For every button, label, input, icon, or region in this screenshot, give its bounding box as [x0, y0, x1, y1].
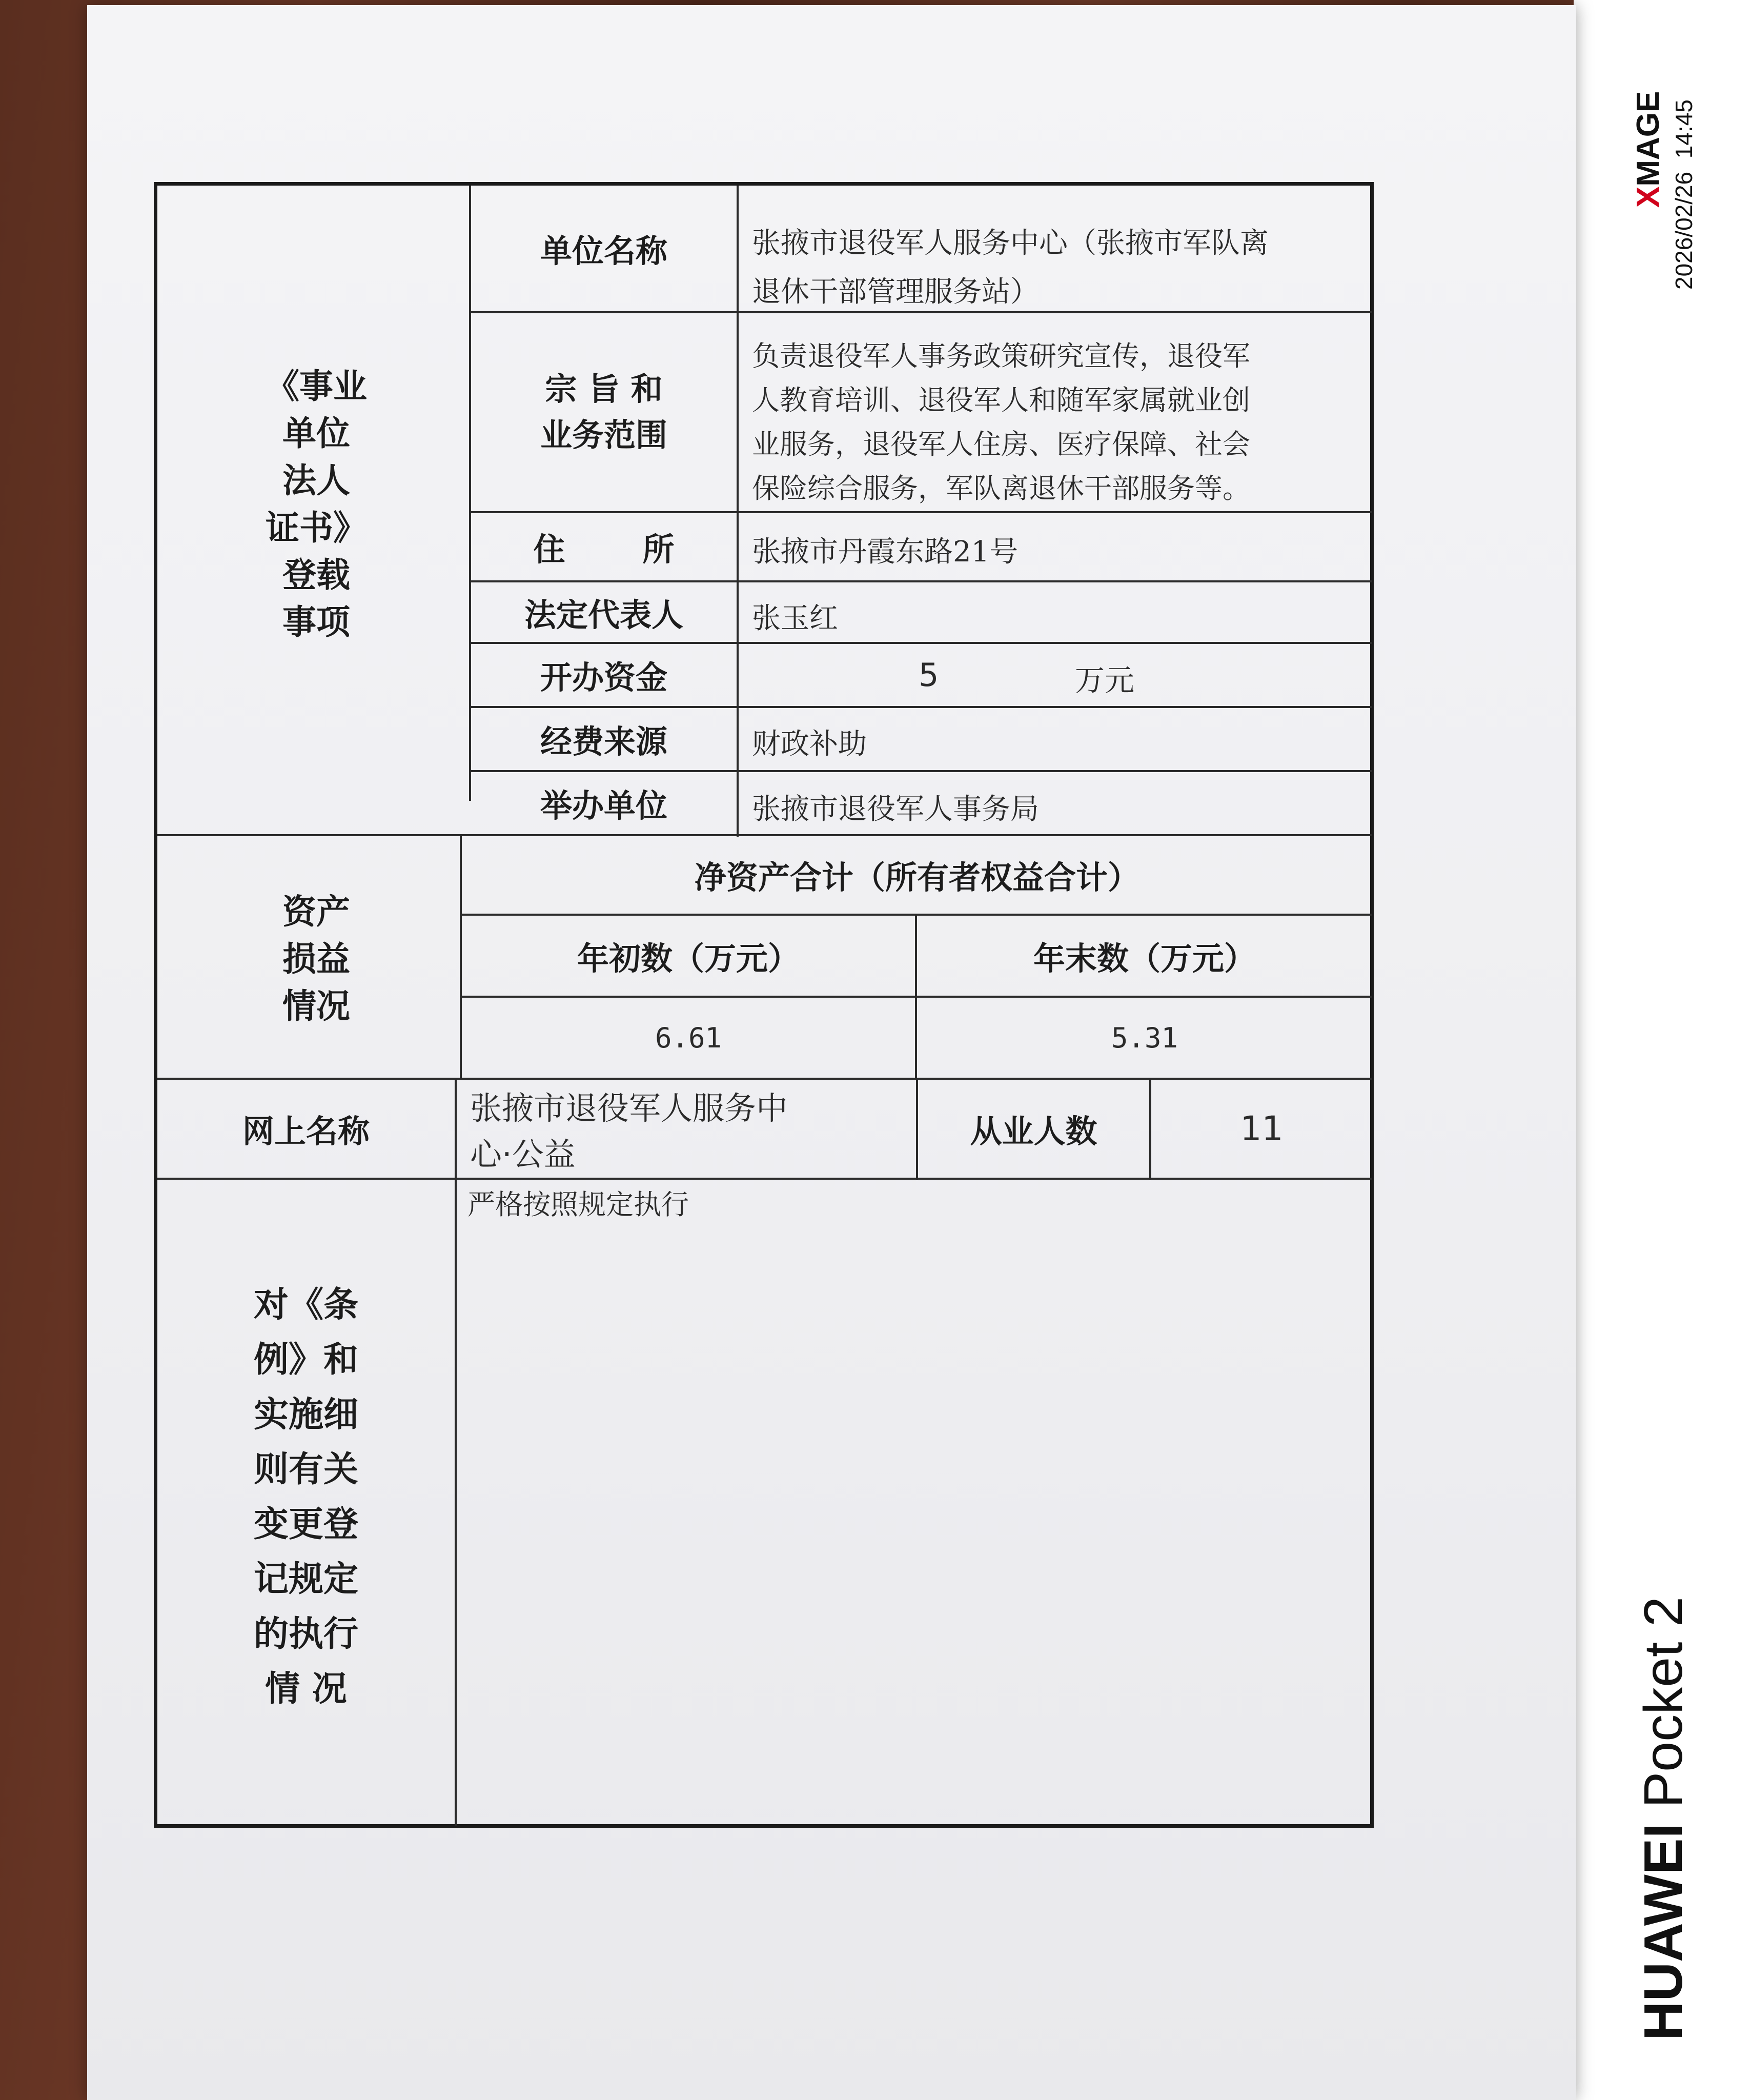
staff-count-label: 从业人数	[970, 1113, 1097, 1150]
address-value: 张掖市丹霞东路21号	[752, 535, 1019, 569]
device-name-watermark	[1633, 1597, 1695, 2041]
legal-representative-value: 张玉红	[752, 602, 838, 635]
device-brand: HUAWEI	[1633, 1823, 1694, 2041]
sponsor-unit-label: 举办单位	[540, 787, 667, 824]
funding-source-label: 经费来源	[540, 723, 667, 760]
start-capital-label: 开办资金	[540, 659, 667, 696]
execution-status-value: 严格按照规定执行	[467, 1188, 689, 1221]
year-begin-header: 年初数（万元）	[577, 939, 800, 977]
purpose-scope-value: 负责退役军人事务政策研究宣传，退役军 人教育培训、退役军人和随军家属就业创 业服务，退役军人住房、医疗保障、社会 保险综合服务，军队离退休干部服务等。	[752, 340, 1250, 504]
staff-count-value: 11	[1240, 1109, 1284, 1148]
start-capital-amount: 5	[919, 656, 939, 694]
sponsor-unit-value: 张掖市退役军人事务局	[752, 793, 1039, 826]
legal-representative-label: 法定代表人	[524, 596, 683, 634]
online-name-value: 张掖市退役军人服务中 心·公益	[470, 1089, 788, 1173]
camera-datetime-watermark: 2026/02/26 14:45	[1671, 99, 1697, 290]
device-model: Pocket 2	[1633, 1597, 1694, 1823]
section-execution-label: 对《条 例》和 实施细 则有关 变更登 记规定 的执行 情 况	[253, 1284, 358, 1709]
unit-name-label: 单位名称	[540, 232, 667, 270]
purpose-scope-label: 宗 旨 和 业务范围	[540, 370, 667, 454]
year-begin-value: 6.61	[655, 1021, 722, 1054]
section-assets-label: 资产 损益 情况	[282, 892, 350, 1026]
year-end-header: 年末数（万元）	[1033, 939, 1256, 977]
funding-source-value: 财政补助	[752, 728, 867, 761]
section-certificate-items-label: 《事业 单位 法人 证书》 登载 事项	[266, 366, 367, 642]
camera-brand-watermark	[1630, 91, 1666, 208]
brand-name: MAGE	[1631, 91, 1666, 187]
online-name-label: 网上名称	[242, 1113, 370, 1150]
net-assets-header: 净资产合计（所有者权益合计）	[694, 859, 1139, 896]
brand-prefix: X	[1631, 186, 1666, 208]
start-capital-unit: 万元	[1075, 663, 1135, 698]
unit-name-value: 张掖市退役军人服务中心（张掖市军队离 退休干部管理服务站）	[752, 227, 1269, 309]
registration-form-table	[154, 182, 1374, 1828]
year-end-value: 5.31	[1111, 1021, 1178, 1054]
address-label: 住 所	[533, 531, 675, 568]
